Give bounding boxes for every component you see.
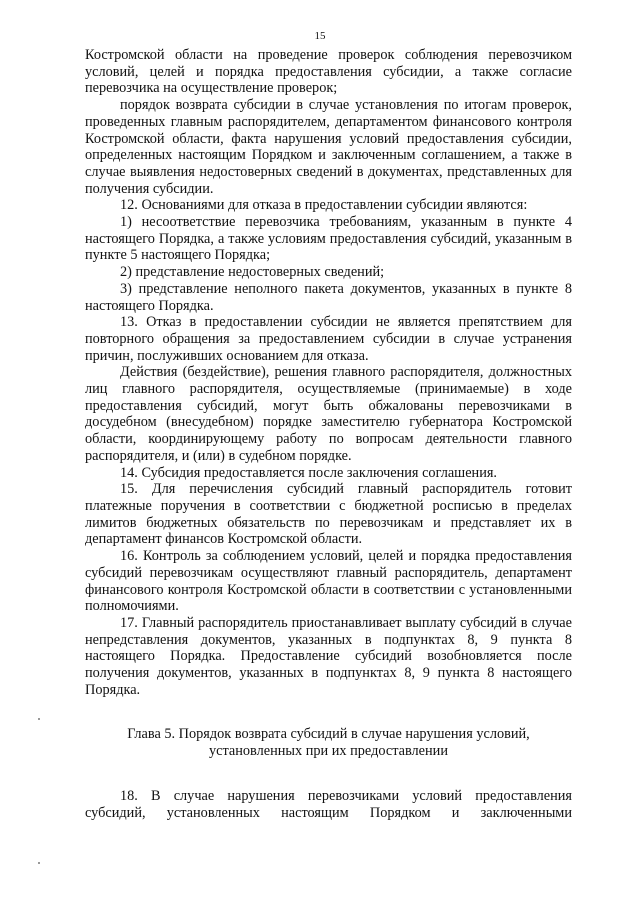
paragraph: 15. Для перечисления субсидий главный распорядитель готовит платежные поручения в соответствии с бюджетной росписью в пределах лимитов бюджетных обязательств по перевозчикам и представляет их в департамент финансов Костромской области. (85, 481, 572, 548)
paragraph: Действия (бездействие), решения главного распорядителя, должностных лиц главного распорядителя, осуществляемые (принимаемые) в ходе предоставления субсидий, могут быть обжалованы перевозчиками в досудебном (внесудебном) порядке заместителю губернатора Костромской области, координирующему работу по вопросам деятельности главного распорядителя, и (или) в судебном порядке. (85, 364, 572, 464)
paragraph: 13. Отказ в предоставлении субсидии не является препятствием для повторного обращения за предоставлением субсидии в случае устранения причин, послуживших основанием для отказа. (85, 314, 572, 364)
chapter-heading-line-1: Глава 5. Порядок возврата субсидий в случае нарушения условий, (127, 726, 530, 743)
paragraph: порядок возврата субсидии в случае установления по итогам проверок, проведенных главным распорядителем, департаментом финансового контроля Костромской области, факта нарушения условий предоставления субсидии, определенных настоящим Порядком и заключенным соглашением, а также в случае выявления недостоверных сведений в документах, представленных для получения субсидии. (85, 97, 572, 197)
paragraphs-before-heading (85, 47, 572, 698)
paragraph: Костромской области на проведение проверок соблюдения перевозчиком условий, целей и порядка предоставления субсидии, а также согласие перевозчика на осуществление проверок; (85, 47, 572, 97)
chapter-heading (85, 726, 572, 759)
paragraph-18: 18. В случае нарушения перевозчиками условий предоставления субсидий, установленных настоящим Порядком и заключенными (85, 787, 572, 821)
chapter-heading-line-2: установленных при их предоставлении (209, 743, 448, 760)
margin-mark (38, 718, 40, 720)
paragraph: 16. Контроль за соблюдением условий, целей и порядка предоставления субсидий перевозчикам осуществляют главный распорядитель, департамент финансового контроля Костромской области в соответствии с установленными полномочиями. (85, 548, 572, 615)
document-body (85, 47, 572, 821)
paragraph: 3) представление неполного пакета документов, указанных в пункте 8 настоящего Порядка. (85, 280, 572, 314)
paragraph: 14. Субсидия предоставляется после заключения соглашения. (120, 464, 497, 481)
paragraph: 17. Главный распорядитель приостанавливает выплату субсидий в случае непредставления документов, указанных в подпунктах 8, 9 пункта 8 настоящего Порядка. Предоставление субсидий возобновляется после получения документов, указанных в подпунктах 8, 9 пункта 8 настоящего Порядка. (85, 614, 572, 698)
paragraph: 2) представление недостоверных сведений; (120, 264, 385, 281)
margin-mark (38, 862, 40, 864)
paragraph: 12. Основаниями для отказа в предоставлении субсидии являются: (120, 197, 528, 214)
paragraph: 1) несоответствие перевозчика требованиям, указанным в пункте 4 настоящего Порядка, а также условиям предоставления субсидий, указанным в пункте 5 настоящего Порядка; (85, 214, 572, 264)
page-number: 15 (314, 30, 326, 42)
